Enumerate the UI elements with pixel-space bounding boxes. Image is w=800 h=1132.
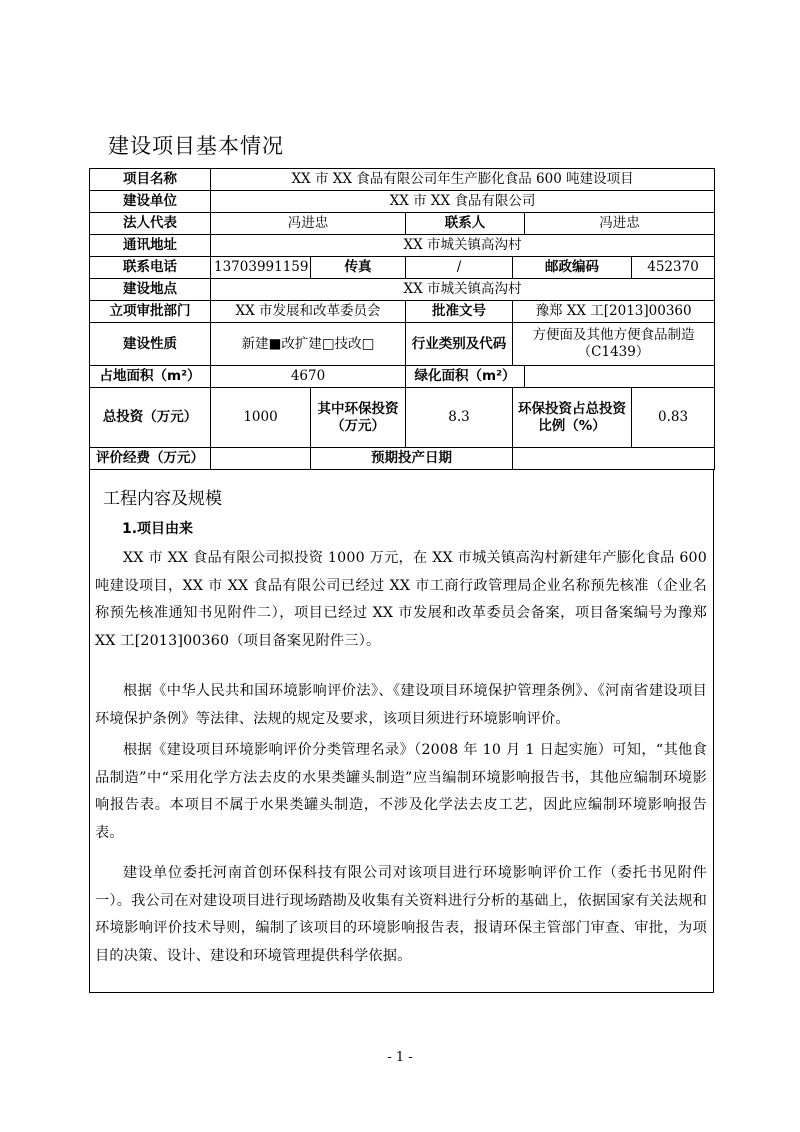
site-value: XX 市城关镇高沟村 [211,279,715,301]
env-invest-label: 其中环保投资（万元） [311,388,406,448]
start-date-value [513,448,715,470]
ratio-value: 0.83 [632,388,715,448]
row-address [90,235,715,257]
postcode-label: 邮政编码 [513,257,632,279]
eval-fee-label: 评价经费（万元） [90,448,211,470]
row-approval [90,301,715,323]
page-number: - 1 - [387,1050,413,1065]
page-heading: 建设项目基本情况 [108,134,284,158]
invest-label: 总投资（万元） [90,388,211,448]
builder-label: 建设单位 [90,191,211,213]
eval-fee-value [211,448,311,470]
contact-label: 联系人 [406,213,525,235]
row-area [90,366,715,388]
site-label: 建设地点 [90,279,211,301]
legal-rep-label: 法人代表 [90,213,211,235]
row-phone [90,257,715,279]
industry-value: 方便面及其他方便食品制造（C1439） [513,323,715,366]
row-eval-fee [90,448,715,470]
env-invest-value: 8.3 [406,388,513,448]
area-value: 4670 [211,366,406,388]
area-label: 占地面积（m²） [90,366,211,388]
phone-value: 13703991159 [211,257,311,279]
project-name-label: 项目名称 [90,169,211,191]
approval-dept-label: 立项审批部门 [90,301,211,323]
green-label: 绿化面积（m²） [406,366,525,388]
approval-dept-value: XX 市发展和改革委员会 [211,301,406,323]
paragraph-4: 建设单位委托河南首创环保科技有限公司对该项目进行环境影响评价工作（委托书见附件一）。我公司在对建设项目进行现场踏勘及收集有关资料进行分析的基础上，依据国家有关法规和环境影响评价技术导则，编制了该项目的环境影响报告表，报请环保主管部门审查、审批，为项目的决策、设计、建设和环境管理提供科学依据。 [95,865,707,964]
nature-label: 建设性质 [90,323,211,366]
builder-value: XX 市 XX 食品有限公司 [211,191,715,213]
row-nature [90,323,715,366]
approval-no-value: 豫郑 XX 工[2013]00360 [513,301,715,323]
row-project-name [90,169,715,191]
phone-label: 联系电话 [90,257,211,279]
paragraph-3: 根据《建设项目环境影响评价分类管理名录》（2008 年 10 月 1 日起实施）可知，“其他食品制造”中“采用化学方法去皮的水果类罐头制造”应当编制环境影响报告书，其他应编制环境影响报告表。本项目不属于水果类罐头制造，不涉及化学法去皮工艺，因此应编制环境影响报告表。 [95,742,707,841]
address-label: 通讯地址 [90,235,211,257]
start-date-label: 预期投产日期 [311,448,513,470]
green-value [525,366,715,388]
contact-value: 冯进忠 [525,213,715,235]
nature-value: 新建■改扩建□技改□ [211,323,406,366]
paragraph-2: 根据《中华人民共和国环境影响评价法》、《建设项目环境保护管理条例》、《河南省建设项目环境保护条例》等法律、法规的规定及要求，该项目须进行环境影响评价。 [95,683,707,727]
row-site [90,279,715,301]
section-subtitle: 1.项目由来 [122,521,194,537]
ratio-label: 环保投资占总投资比例（%） [513,388,632,448]
address-value: XX 市城关镇高沟村 [211,235,715,257]
project-info-table [89,168,715,470]
row-legal-rep [90,213,715,235]
postcode-value: 452370 [632,257,715,279]
industry-label: 行业类别及代码 [406,323,513,366]
project-name-value: XX 市 XX 食品有限公司年生产膨化食品 600 吨建设项目 [211,169,715,191]
legal-rep-value: 冯进忠 [211,213,406,235]
section-title: 工程内容及规模 [103,489,222,509]
row-investment [90,388,715,448]
paragraph-1: XX 市 XX 食品有限公司拟投资 1000 万元，在 XX 市城关镇高沟村新建年产膨化食品 600 吨建设项目，XX 市 XX 食品有限公司已经过 XX 市工商行政管理局企业名称预先核准（企业名称预先核准通知书见附件二），项目已经过 XX 市发展和改革委员会备案，项目备案编号为豫郑 XX 工[2013]00360（项目备案见附件三）。 [95,550,707,649]
approval-no-label: 批准文号 [406,301,513,323]
fax-value: / [406,257,513,279]
row-builder [90,191,715,213]
fax-label: 传真 [311,257,406,279]
invest-value: 1000 [211,388,311,448]
